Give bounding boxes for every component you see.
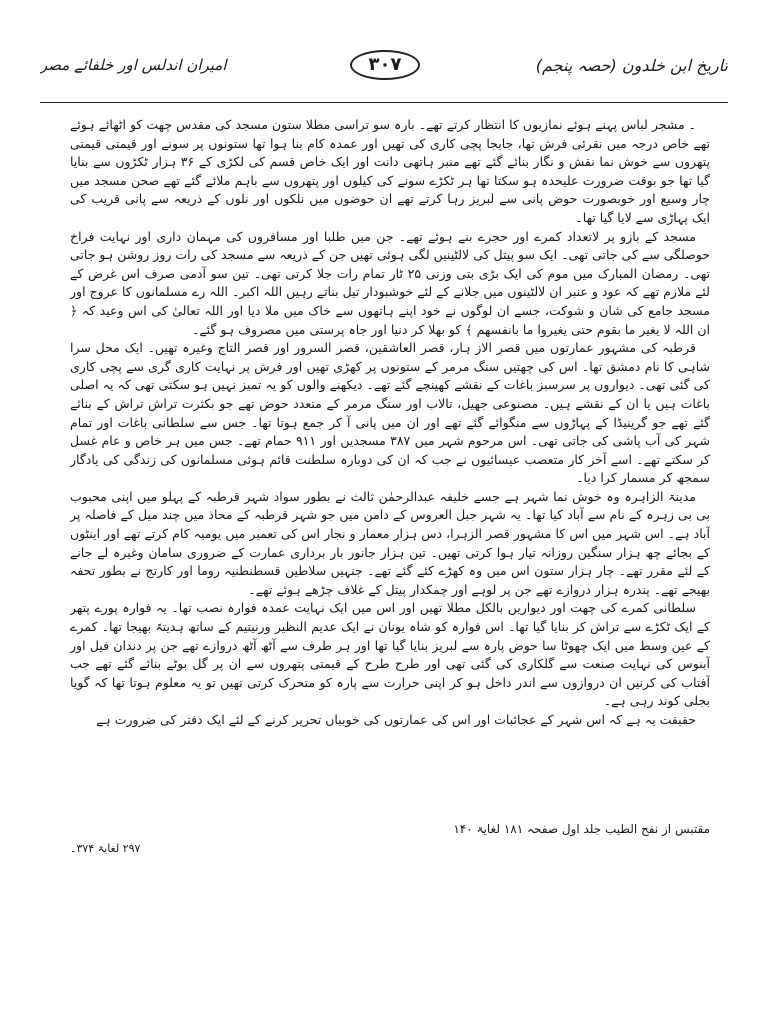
paragraph-1: ۔ مشجر لباس پہنے ہوئے نمازیوں کا انتظار کرتے تھے۔ بارہ سو تراسی مطلا ستون مسجد کی مقدس چھت کو اٹھائے ہوئے تھے خاص درجہ میں نقرئی فرش تھا، جابجا پچی کاری کی تھیں اور عمدہ کام بنا ہوا تھا ستونوں پر سونے اور قیمتی قیمتی پتھروں سے خوش نما نقش و نگار بنائے گئے تھے منبر ہاتھی دانت اور ایک خاص قسم کی لکڑی کے ۳۶ ہزار ٹکڑوں سے بنایا گیا تھا جو بوقت ضرورت علیحدہ ہو سکتا تھا ہر ٹکڑے سونے کی کیلوں اور پتھروں سے باہم ملائے گئے تھے صحن مسجد میں چار وسیع اور خوبصورت حوض پانی سے لبریز رہا کرتے تھے ان حوضوں میں نلکوں اور نلوں کے ذریعہ سے پانی قریب کی ایک پہاڑی سے لایا گیا تھا۔	[70, 117, 710, 225]
body-text	[70, 116, 710, 856]
paragraph-5: سلطانی کمرے کی چھت اور دیواریں بالکل مطلا تھیں اور اس میں ایک نہایت عمدہ فوارہ نصب تھا۔ یہ فوارہ پورے پتھر کے ایک ٹکڑے سے تراش کر بنایا گیا تھا۔ اس فوارہ کو شاہ یونان نے ایک عدیم النظیر ورنیتیم کے ساتھ ہدیتہً بھیجا تھا۔ کمرے کے عین وسط میں ایک چھوٹا سا حوض پارہ سے لبریز بنایا گیا تھا اور ہر طرف سے آٹھ آٹھ دروازے تھے جن پر دندان فیل اور آبنوس کی نہایت صنعت سے گلکاری کی گئی تھی اور طرح طرح کے قیمتی پتھروں سے ان پر گل بوٹے بنائے گئے تھے جب آفتاب کی کرنیں ان دروازوں سے اندر داخل ہو کر اپنی حرارت سے پارہ کو متحرک کرتی تھیں تو یہ معلوم ہوتا تھا کہ گویا بجلی کوند رہی ہے۔	[70, 600, 710, 709]
footnote-reference: ۲۹۷ لغایۃ ۳۷۴۔	[70, 842, 141, 855]
paragraph-2: مسجد کے بازو پر لاتعداد کمرے اور حجرے بنے ہوئے تھے۔ جن میں طلبا اور مسافروں کی مہمان داری اور نہایت فراخ حوصلگی سے کی جاتی تھی۔ ایک سو پیتل کی لالٹینیں لگی ہوئی تھیں جن کے ذریعہ سے مسجد کی رات روز روشن ہو جاتی تھی۔ رمضان المبارک میں موم کی ایک بڑی بتی وزنی ۲۵ ٹار تمام رات جلا کرتی تھی۔ تین سو آدمی صرف اس غرض کے لئے ملازم تھے کہ عود و عنبر ان لالٹینوں میں جلانے کے لئے خوشبودار تیل بناتے رہیں اللہ اکبر۔ اللہ رے مسلمانوں کا عروج اور مسجد جامع کی شان و شوکت، جسے ان لوگوں نے خود اپنے ہاتھوں سے خاک میں ملا دیا اور اللہ تعالیٰ کی اس وعید کہ ﴿ ان اللہ لا یغیر ما بقوم حتی یغیروا ما بانفسھم ﴾ کو بھلا کر دنیا اور جاہ پرستی میں مصروف ہو گئے۔	[70, 228, 710, 337]
book-title: تاریخ ابن خلدون (حصہ پنجم)	[535, 56, 728, 75]
closing-line: حقیقت یہ ہے کہ اس شہر کے عجائبات اور اس کی عمارتوں کی خوبیاں تحریر کرنے کے لئے ایک دفتر کی ضرورت ہے	[96, 712, 696, 727]
paragraph-4: مدینۃ الزاہرہ وہ خوش نما شہر ہے جسے خلیفہ عبدالرحمٰن ثالث نے بطور سواد شہر قرطبہ کے پہلو میں اپنی محبوب بی بی زہرہ کے نام سے آباد کیا تھا۔ یہ شہر جبل العروس کے دامن میں جو شہر قرطبہ کے محاذ میں چند میل کے فاصلہ پر آباد ہے۔ اس شہر میں اس کا مشہور قصر الزہرا، دس ہزار معمار و نجار اس کی تعمیر میں یومیہ کام کرتے تھے اور اینٹوں کے بجائے چھ ہزار سنگین روزانہ تیار ہوا کرتی تھیں۔ تین ہزار جانور بار برداری عمارت کے ضروری سامان وغیرہ لے جانے کے لئے مقرر تھے۔ چار ہزار ستون اس میں وہ کھڑے کئے گئے تھے۔ جنہیں سلاطین قسطنطنیہ روما اور کارتج نے بطور تحفہ بھیجے تھے۔ پندرہ ہزار دروازے تھے جن پر لوہے اور چمکدار پیتل کے غلاف چڑھے ہوئے تھے۔	[70, 488, 710, 597]
footnote: مقتبس از نفح الطیب جلد اول صفحہ ۱۸۱ لغایۃ ۱۴۰	[453, 822, 710, 836]
page-header	[40, 50, 728, 94]
page-number: ۳۰۷	[350, 50, 420, 80]
header-divider	[40, 102, 728, 103]
paragraph-3: قرطبہ کی مشہور عمارتوں میں قصر الاز ہار، قصر العاشقین، قصر السرور اور قصر التاج وغیرہ تھیں۔ ایک محل سرا شاہی کا نام دمشق تھا۔ اس کی چھتیں سنگ مرمر کے ستونوں پر کھڑی تھیں اور فرش پر نہایت کاری گری سے پچی کاری کی گئی تھی۔ دیواروں پر سرسبز باغات کے نقشے کھینچے گئے تھے۔ دیکھنے والوں کو یہ تمیز نہیں ہو سکتی تھی کہ یہ اصلی باغات ہیں یا ان کے نقشے ہیں۔ مصنوعی جھیل، تالاب اور سنگ مرمر کے متعدد حوض تھے جو بکثرت تراش تراش کے بنائے گئے تھے جو گرینیڈا کے پہاڑوں سے منگوائے گئے تھے اور ان میں پانی آ کر جمع ہوتا تھا۔ جس سے سلطانی باغات اور تمام شہر کی آب پاشی کی جاتی تھی۔ اس مرحوم شہر میں ۳۸۷ مسجدیں اور ۹۱۱ حمام تھے۔ جس میں ہر خاص و عام غسل کر سکتے تھے۔ اسے آخر کار متعصب عیسائیوں نے جب کہ ان کی دوبارہ سلطنت قائم ہوئی مسلمانوں کی زندگی کی یادگار سمجھ کر مسمار کرا دیا۔	[70, 340, 710, 486]
section-title: امیران اندلس اور خلفائے مصر	[40, 56, 227, 74]
